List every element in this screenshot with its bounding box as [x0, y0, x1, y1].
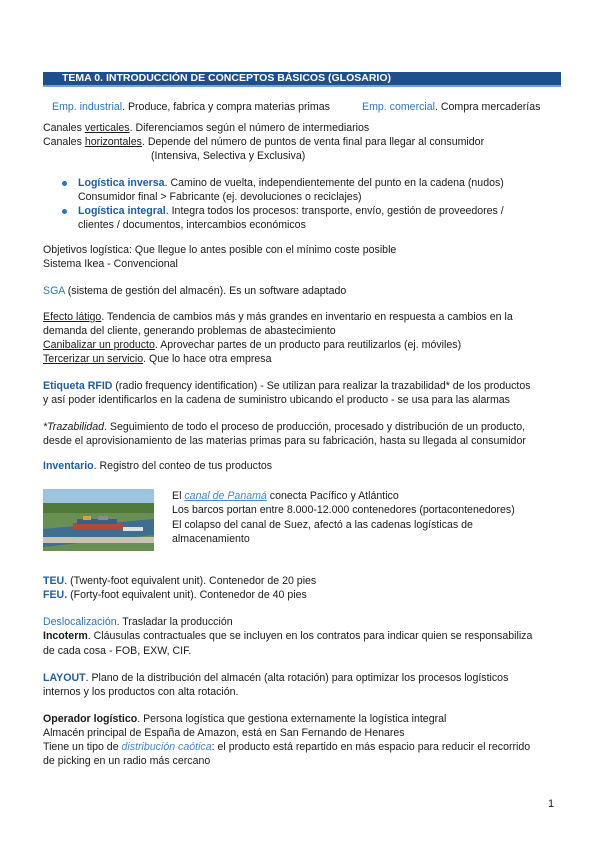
sga-term: SGA — [43, 285, 65, 297]
logistica-integral-term: Logística integral — [78, 205, 166, 217]
trazabilidad-term: *Trazabilidad — [43, 421, 105, 433]
operador-term: Operador logístico — [43, 713, 138, 725]
bullet-dot-icon — [62, 181, 67, 186]
panama-link[interactable]: canal de Panamá — [184, 490, 267, 502]
operador-line3-prefix: Tiene un tipo de — [43, 741, 122, 753]
logistica-inversa-line2: Consumidor final > Fabricante (ej. devoluciones o reciclajes) — [78, 191, 362, 203]
tercerizar-line — [43, 352, 271, 366]
bullet-logistica-integral — [78, 204, 504, 218]
deslocalizacion-line — [43, 615, 233, 629]
emp-industrial-line — [52, 100, 330, 114]
rfid-line1 — [43, 379, 531, 393]
logistica-inversa-text: . Camino de vuelta, independientemente del punto en la cadena (nudos) — [164, 177, 504, 189]
efecto-latigo-line2: demanda del cliente, generando problemas de abastecimiento — [43, 325, 336, 337]
bullet-logistica-inversa — [78, 176, 504, 190]
canibalizar-line — [43, 338, 461, 352]
trazabilidad-line1 — [43, 420, 525, 434]
rfid-line2: y así poder identificarlos en la cadena de suministro ubicando el producto - se usa para las alarmas — [43, 394, 510, 406]
efecto-latigo-text: . Tendencia de cambios más y más grandes en inventario en respuesta a cambios en la — [101, 311, 513, 323]
page-title: TEMA 0. INTRODUCCIÓN DE CONCEPTOS BÁSICOS (GLOSARIO) — [62, 72, 392, 84]
teu-line — [43, 574, 316, 588]
canales-horizontales — [43, 135, 484, 149]
teu-text: . (Twenty-foot equivalent unit). Contenedor de 20 pies — [64, 575, 317, 587]
sga-line — [43, 284, 346, 298]
operador-line1 — [43, 712, 446, 726]
objetivos-line2: Sistema Ikea - Convencional — [43, 258, 178, 270]
canibalizar-text: . Aprovechar partes de un producto para reutilizarlos (ej. móviles) — [154, 339, 462, 351]
logistica-integral-text: . Integra todos los procesos: transporte, envío, gestión de proveedores / — [165, 205, 504, 217]
inventario-term: Inventario — [43, 460, 94, 472]
bullet-dot-icon — [62, 209, 67, 214]
efecto-latigo-term: Efecto látigo — [43, 311, 102, 323]
operador-line4: de picking en un radio más cercano — [43, 755, 211, 767]
tercerizar-term: Tercerizar un servicio — [43, 353, 144, 365]
trazabilidad-text: . Seguimiento de todo el proceso de producción, procesado y distribución de un producto, — [104, 421, 526, 433]
panama-line3: El colapso del canal de Suez, afectó a las cadenas logísticas de — [172, 519, 473, 531]
incoterm-line1 — [43, 629, 532, 643]
operador-line3-text: : el producto está repartido en más espacio para reducir el recorrido — [211, 741, 531, 753]
canales-horizontales-term: horizontales — [84, 136, 142, 148]
canales-prefix: Canales — [43, 122, 85, 134]
page-number: 1 — [548, 798, 555, 810]
deslocalizacion-term: Deslocalización — [43, 616, 117, 628]
teu-term: TEU — [43, 575, 65, 587]
canales-verticales-term: verticales — [84, 122, 130, 134]
incoterm-text: . Cláusulas contractuales que se incluyen en los contratos para indicar quien se responsabiliza — [87, 630, 533, 642]
distribucion-caotica-term: distribución caótica — [121, 741, 212, 753]
operador-line2: Almacén principal de España de Amazon, está en San Fernando de Henares — [43, 727, 405, 739]
incoterm-line2: de cada cosa - FOB, EXW, CIF. — [43, 645, 192, 657]
canales-verticales-text: . Diferenciamos según el número de intermediarios — [129, 122, 370, 134]
panama-text: conecta Pacífico y Atlántico — [266, 490, 399, 502]
emp-comercial-term: Emp. comercial — [362, 101, 435, 113]
rfid-term: Etiqueta RFID — [43, 380, 113, 392]
feu-line — [43, 588, 307, 602]
deslocalizacion-text: . Trasladar la producción — [116, 616, 233, 628]
logistica-integral-line2: clientes / documentos, intercambios económicos — [78, 219, 306, 231]
emp-industrial-text: . Produce, fabrica y compra materias primas — [122, 101, 330, 113]
canales-verticales — [43, 121, 369, 135]
emp-comercial-text: . Compra mercaderías — [435, 101, 541, 113]
canales-horizontales-text: . Depende del número de puntos de venta final para llegar al consumidor — [141, 136, 485, 148]
panama-prefix: El — [172, 490, 185, 502]
canales-tipos: (Intensiva, Selectiva y Exclusiva) — [151, 150, 306, 162]
logistica-inversa-term: Logística inversa — [78, 177, 165, 189]
canibalizar-term: Canibalizar un producto — [43, 339, 155, 351]
emp-industrial-term: Emp. industrial — [52, 101, 123, 113]
panama-line2: Los barcos portan entre 8.000-12.000 contenedores (portacontenedores) — [172, 504, 515, 516]
objetivos-line1: Objetivos logística: Que llegue lo antes posible con el mínimo coste posible — [43, 244, 397, 256]
panama-line1 — [172, 489, 399, 503]
inventario-text: . Registro del conteo de tus productos — [93, 460, 273, 472]
panama-canal-photo — [43, 489, 154, 551]
feu-term: FEU. — [43, 589, 68, 601]
layout-line2: internos y los productos con alta rotación. — [43, 686, 239, 698]
efecto-latigo — [43, 310, 513, 324]
feu-text: (Forty-foot equivalent unit). Contenedor de 40 pies — [67, 589, 307, 601]
operador-line3 — [43, 740, 530, 754]
operador-text: . Persona logística que gestiona externamente la logística integral — [137, 713, 447, 725]
sga-text: (sistema de gestión del almacén). Es un software adaptado — [64, 285, 347, 297]
incoterm-term: Incoterm — [43, 630, 88, 642]
emp-comercial-line — [362, 100, 540, 114]
layout-line1 — [43, 671, 508, 685]
panama-line4: almacenamiento — [172, 533, 250, 545]
layout-term: LAYOUT — [43, 672, 86, 684]
tercerizar-text: . Que lo hace otra empresa — [143, 353, 272, 365]
canales-prefix: Canales — [43, 136, 85, 148]
inventario-line — [43, 459, 272, 473]
trazabilidad-line2: desde el aprovisionamiento de las materias primas para su fabricación, hasta su llegada al consumidor — [43, 435, 526, 447]
rfid-text: (radio frequency identification) - Se utilizan para realizar la trazabilidad* de los productos — [112, 380, 531, 392]
layout-text: . Plano de la distribución del almacén (alta rotación) para optimizar los procesos logísticos — [85, 672, 509, 684]
